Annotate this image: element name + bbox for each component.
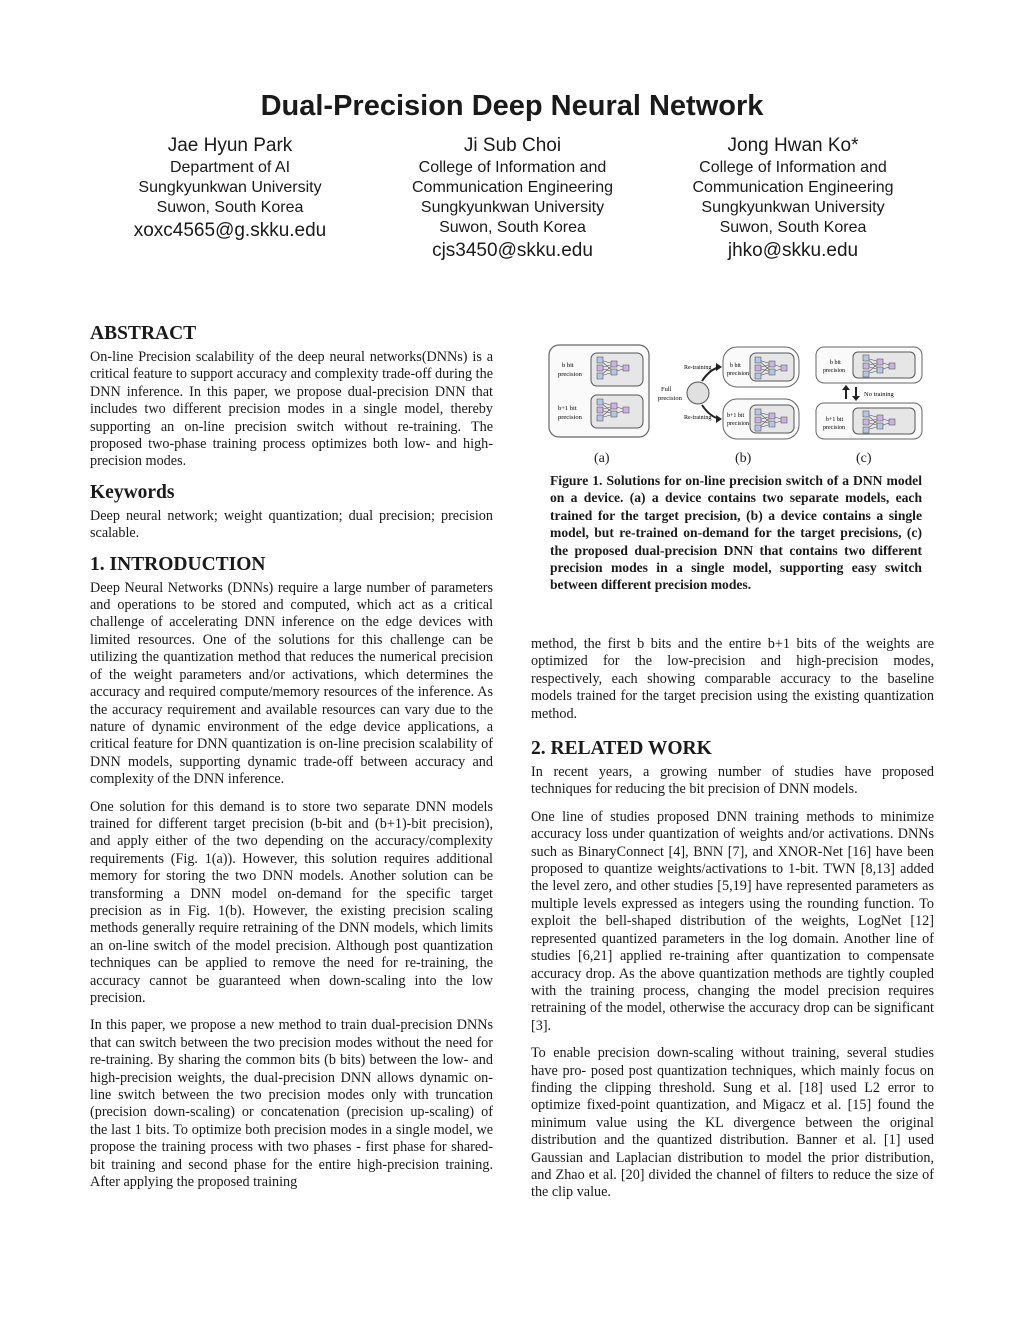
label-b1-bit: b+1 bit [727,413,745,419]
paper-title: Dual-Precision Deep Neural Network [260,90,764,122]
keywords-text: Deep neural network; weight quantization; dual precision; precision scalable. [90,507,493,542]
nn-node [611,361,617,367]
author-affiliation: Sungkyunkwan University [701,199,885,216]
author-email: jhko@skku.edu [727,240,859,261]
nn-node [755,357,761,363]
author-block [110,133,350,243]
intro-paragraph: One solution for this demand is to store two separate DNN models trained for different target precision (b-bit and (b+1)-bit precision), and apply either of the two depending on the accuracy/complexity requirements (Fig. 1(a)). However, this solution requires additional memory for storing the two DNN models. Another solution can be transforming a DNN model on-demand for the specific target precision as in Fig. 1(b). However, the existing precision scaling methods generally require retraining of the DNN models, which limits an on-line switch of the model precision. Although post quantization techniques can be applied to remove the need for re-training, the accuracy cannot be guaranteed when down-scaling into the low precision. [90,798,493,1006]
nn-node [623,365,629,371]
nn-node [597,357,603,363]
subfigure-label-c: (c) [856,451,872,466]
nn-node [755,425,761,431]
label-retraining: Re-training [684,415,712,421]
nn-node [769,413,775,419]
label-full: Full [661,386,672,393]
author-affiliation: Communication Engineering [412,179,613,196]
nn-node [769,421,775,427]
abstract-text: On-line Precision scalability of the deep neural networks(DNNs) is a critical feature to support accuracy and complexity trade-off during the DNN inference. In this paper, we propose dual-precision DNN that includes two different precision modes in a single model, thereby supporting an on-line precision switch without re-training. The proposed two-phase training process optimizes both low- and high-precision modes. [90,349,493,470]
related-paragraph: One line of studies proposed DNN training methods to minimize accuracy loss under quantization of weights and/or activations. DNNs such as BinaryConnect [4], BNN [7], and XNOR-Net [16] have been proposed to quantize weights/activations to 1-bit. TWN [8,13] added the level zero, and other studies [5,19] have represented parameters as multiple levels expressed as integers using the rounding function. To exploit the bell-shaped distribution of the weights, LogNet [12] represented quantized parameters in the log domain. Another line of studies [6,21] applied re-training after quantization to compensate accuracy drop. As the above quantization methods are tightly coupled with the training process, changing the model precision requires retraining of the model, otherwise the accuracy drop can be significant [3]. [531,808,934,1034]
nn-node [611,411,617,417]
nn-node [597,399,603,405]
related-work-heading: 2. RELATED WORK [531,738,712,760]
nn-node [597,365,603,371]
author-name: Jae Hyun Park [167,135,293,156]
label-b-bit: b bit [830,360,841,366]
author-affiliation: Suwon, South Korea [156,199,304,216]
nn-node [863,411,869,417]
author-block [380,133,645,263]
nn-node [889,419,895,425]
right-column [531,636,934,1212]
label-retraining: Re-training [684,365,712,371]
nn-node [597,373,603,379]
nn-node [769,369,775,375]
nn-node [769,361,775,367]
label-b1-bit: b+1 bit [558,405,577,412]
related-paragraph: To enable precision down-scaling without training, several studies have pro- posed post quantization techniques, which mainly focus on finding the clipping threshold. Sung et al. [18] used L2 error to optimize fixed-point quantization, and Migacz et al. [15] found the minimum value using the KL divergence between the original distribution and the quantized distribution. Banner et al. [1] used Gaussian and Laplacian distribution to model the prior distribution, and Zhao et al. [20] divided the channel of filters to reduce the size of the clip value. [531,1045,934,1201]
label-b-bit: b bit [730,363,741,369]
intro-heading: 1. INTRODUCTION [90,553,266,575]
nn-node [889,363,895,369]
intro-paragraph: In this paper, we propose a new method to train dual-precision DNNs that can switch between the two precision modes without the need for re-training. By sharing the common bits (b bits) between the low- and high-precision weights, the dual-precision DNN allows dynamic on-line switch between the two precision modes only with truncation (precision down-scaling) or concatenation (precision up-scaling) of the last 1 bits. To optimize both precision modes in a single model, we propose the training process with two phases - first phase for shared-bit training and second phase for the entire high-precision training. After applying the proposed training [90,1017,493,1191]
author-affiliation: Department of AI [169,159,291,176]
author-name: Jong Hwan Ko* [727,135,859,156]
author-affiliation: Communication Engineering [692,179,894,196]
label-precision: precision [727,421,749,427]
nn-node [877,359,883,365]
author-affiliation: College of Information and [699,159,887,176]
subfigure-label-b: (b) [735,451,752,466]
model-box [853,408,915,434]
nn-node [623,407,629,413]
label-no-training: No training [864,391,894,398]
model-box [853,352,915,378]
label-precision: precision [558,371,582,378]
author-affiliation: College of Information and [418,159,607,176]
author-affiliation: Suwon, South Korea [719,219,867,236]
nn-node [863,419,869,425]
nn-node [781,365,787,371]
label-b-bit: b bit [562,362,574,369]
nn-node [863,363,869,369]
label-precision: precision [658,395,682,402]
nn-node [755,373,761,379]
intro-paragraph-continued: method, the first b bits and the entire b+1 bits of the weights are optimized for the low-precision and high-precision modes, respectively, each showing comparable accuracy to the baseline models trained for the target precision using the existing quantization method. [531,636,934,722]
nn-node [863,427,869,433]
intro-paragraph: Deep Neural Networks (DNNs) require a large number of parameters and operations to be stored and computed, which act as a critical challenge of accelerating DNN inference on the edge devices with limited resources. One of the solutions for this challenge can be utilizing the quantization method that reduces the numerical precision of the weight parameters and/or activations, which determines the accuracy and required compute/memory resources of the inference. As the accuracy requirement and available resources can vary due to the nature of dynamic environment of the edge device applications, a critical feature for DNN quantization is on-line precision scalability of DNN models, supporting dynamic trade-off between accuracy and complexity of the DNN inference. [90,579,493,788]
nn-node [611,403,617,409]
related-paragraph: In recent years, a growing number of studies have proposed techniques for reducing the bit precision of DNN models. [531,764,934,798]
author-block [662,133,924,263]
label-precision: precision [727,371,749,377]
author-affiliation: Suwon, South Korea [439,219,586,236]
abstract-heading: ABSTRACT [90,323,197,344]
nn-node [755,409,761,415]
author-affiliation: Sungkyunkwan University [420,199,605,216]
nn-node [597,415,603,421]
nn-node [597,407,603,413]
label-precision: precision [558,414,582,421]
label-precision: precision [823,425,845,431]
nn-node [877,415,883,421]
author-email: xoxc4565@g.skku.edu [133,220,327,241]
nn-node [877,423,883,429]
author-email: cjs3450@skku.edu [432,240,593,261]
subfigure-label-a: (a) [594,451,610,466]
nn-node [863,355,869,361]
keywords-heading: Keywords [90,481,175,503]
label-precision: precision [823,368,845,374]
nn-node [863,371,869,377]
nn-node [755,365,761,371]
label-b1-bit: b+1 bit [826,417,844,423]
nn-node [755,417,761,423]
nn-node [877,367,883,373]
author-name: Ji Sub Choi [463,135,562,156]
full-precision-model [687,382,709,404]
nn-node [781,417,787,423]
nn-node [611,369,617,375]
author-affiliation: Sungkyunkwan University [138,179,322,196]
figure-caption: Figure 1. Solutions for on-line precision switch of a DNN model on a device. (a) a device contains two separate models, each trained for the target precision, (b) a device contains a single model, but re-trained on-demand for the target precisions, (c) the proposed dual-precision DNN that contains two different precision modes in a single model, supporting easy switch between different precision modes. [550,473,922,593]
left-column [90,322,493,1201]
